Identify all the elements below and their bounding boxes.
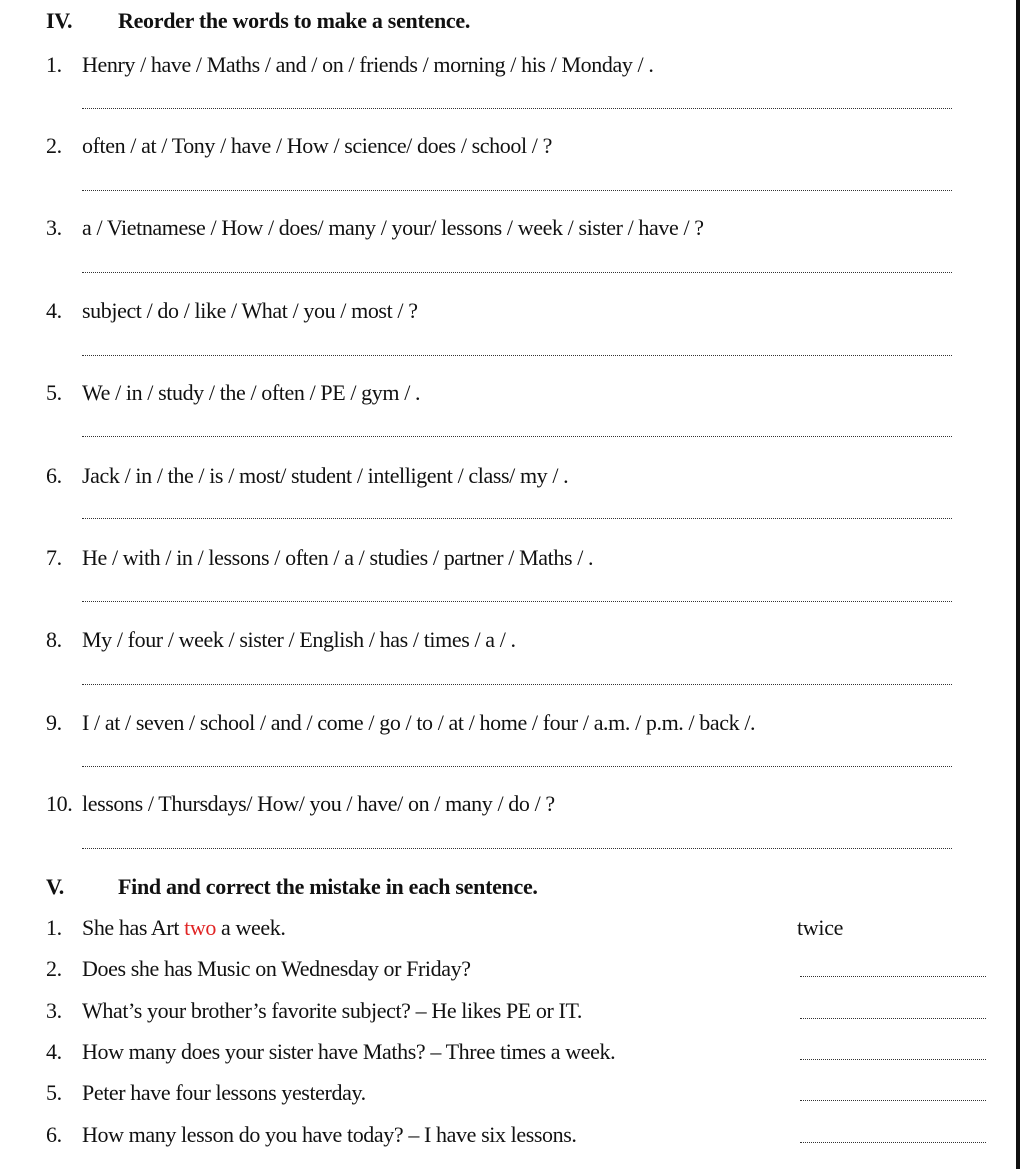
highlighted-mistake: two [184, 915, 216, 940]
item-number: 1. [46, 52, 62, 77]
answer-line-1[interactable] [82, 108, 952, 109]
item-text: I / at / seven / school / and / come / go / to / at / home / four / a.m. / p.m. / back /. [82, 710, 756, 735]
item-number: 8. [46, 627, 62, 652]
item-text: often / at / Tony / have / How / science/ does / school / ? [82, 133, 552, 158]
section-iv-numeral: IV. [46, 8, 73, 33]
item-text: How many lesson do you have today? – I have six lessons. [82, 1122, 577, 1147]
answer-line-6[interactable] [82, 518, 952, 519]
item-text-before: She has Art [82, 915, 185, 940]
item-number: 3. [46, 998, 62, 1023]
item-number: 2. [46, 956, 62, 981]
answer-line-2[interactable] [82, 190, 952, 191]
page-edge-border [1016, 0, 1020, 1169]
answer-line-9[interactable] [82, 766, 952, 767]
reorder-item-6 [46, 463, 568, 489]
item-text: Does she has Music on Wednesday or Friday? [82, 956, 471, 981]
answer-line-8[interactable] [82, 684, 952, 685]
item-number: 10. [46, 791, 73, 816]
reorder-item-3 [46, 215, 704, 241]
correction-line-5[interactable] [800, 1100, 986, 1101]
item-text: He / with / in / lessons / often / a / studies / partner / Maths / . [82, 545, 594, 570]
section-v-numeral: V. [46, 874, 64, 899]
answer-line-3[interactable] [82, 272, 952, 273]
mistake-item-5 [46, 1080, 366, 1106]
correction-answer-1[interactable]: twice [797, 915, 844, 940]
item-number: 2. [46, 133, 62, 158]
reorder-item-4 [46, 298, 418, 324]
item-text: a / Vietnamese / How / does/ many / your/ lessons / week / sister / have / ? [82, 215, 704, 240]
item-number: 6. [46, 463, 62, 488]
reorder-item-7 [46, 545, 593, 571]
mistake-item-4 [46, 1039, 615, 1065]
item-text: My / four / week / sister / English / has / times / a / . [82, 627, 516, 652]
item-number: 1. [46, 915, 62, 940]
section-iv-title: Reorder the words to make a sentence. [118, 8, 471, 33]
item-number: 3. [46, 215, 62, 240]
correction-line-2[interactable] [800, 976, 986, 977]
correction-line-3[interactable] [800, 1018, 986, 1019]
reorder-item-8 [46, 627, 516, 653]
item-text: lessons / Thursdays/ How/ you / have/ on / many / do / ? [82, 791, 555, 816]
reorder-item-10 [46, 791, 555, 817]
correction-line-4[interactable] [800, 1059, 986, 1060]
answer-line-4[interactable] [82, 355, 952, 356]
mistake-item-3 [46, 998, 582, 1024]
section-v-heading [46, 874, 538, 900]
section-v-title: Find and correct the mistake in each sentence. [118, 874, 538, 899]
answer-line-7[interactable] [82, 601, 952, 602]
item-number: 5. [46, 380, 62, 405]
answer-line-10[interactable] [82, 848, 952, 849]
correction-line-6[interactable] [800, 1142, 986, 1143]
item-text: Jack / in / the / is / most/ student / intelligent / class/ my / . [82, 463, 569, 488]
mistake-item-1 [46, 915, 285, 941]
item-number: 5. [46, 1080, 62, 1105]
item-number: 4. [46, 298, 62, 323]
item-text: How many does your sister have Maths? – Three times a week. [82, 1039, 616, 1064]
mistake-item-2 [46, 956, 471, 982]
reorder-item-1 [46, 52, 653, 78]
reorder-item-5 [46, 380, 420, 406]
reorder-item-2 [46, 133, 552, 159]
item-text: Peter have four lessons yesterday. [82, 1080, 366, 1105]
item-text: What’s your brother’s favorite subject? – He likes PE or IT. [82, 998, 582, 1023]
item-number: 7. [46, 545, 62, 570]
answer-line-5[interactable] [82, 436, 952, 437]
mistake-item-6 [46, 1122, 577, 1148]
item-number: 9. [46, 710, 62, 735]
item-text: Henry / have / Maths / and / on / friends / morning / his / Monday / . [82, 52, 654, 77]
item-text: We / in / study / the / often / PE / gym / . [82, 380, 421, 405]
item-text-after: a week. [215, 915, 286, 940]
section-iv-heading [46, 8, 470, 34]
reorder-item-9 [46, 710, 755, 736]
item-number: 4. [46, 1039, 62, 1064]
item-text: subject / do / like / What / you / most / ? [82, 298, 418, 323]
item-number: 6. [46, 1122, 62, 1147]
